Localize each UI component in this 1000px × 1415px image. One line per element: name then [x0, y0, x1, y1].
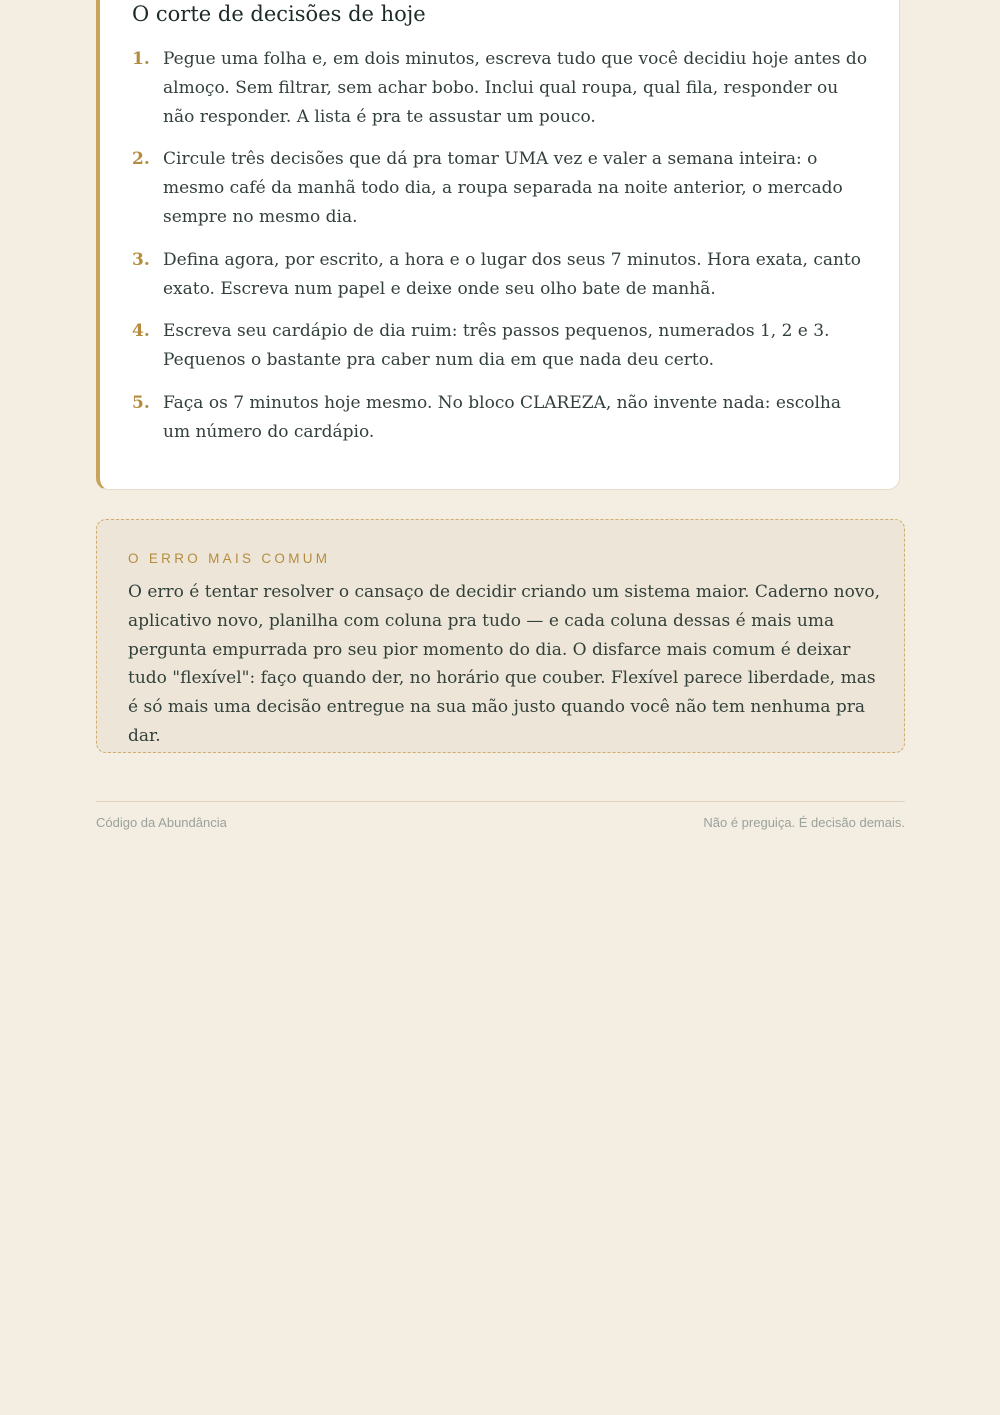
step-text: Circule três decisões que dá pra tomar UMA vez e valer a semana inteira: o mesmo café da manhã todo dia, a roupa separada na noite anterior, o mercado sempre no mesmo dia.: [163, 149, 843, 227]
step-text: Faça os 7 minutos hoje mesmo. No bloco CLAREZA, não invente nada: escolha um número do cardápio.: [163, 392, 841, 442]
step-item: [132, 246, 872, 304]
footer-tagline: Não é preguiça. É decisão demais.: [703, 815, 905, 830]
footer-divider: [96, 801, 905, 802]
step-number: 1.: [132, 49, 150, 69]
card-title: O corte de decisões de hoje: [132, 2, 426, 26]
step-text: Pegue uma folha e, em dois minutos, escreva tudo que você decidiu hoje antes do almoço. Sem filtrar, sem achar bobo. Inclui qual roupa, qual fila, responder ou não responder. A lista é pra te assustar um pouco.: [163, 49, 868, 127]
step-number: 5.: [132, 392, 150, 413]
step-text: Defina agora, por escrito, a hora e o lugar dos seus 7 minutos. Hora exata, canto exato. Escreva num papel e deixe onde seu olho bate de manhã.: [163, 249, 861, 299]
step-item: [132, 389, 872, 447]
step-item: [132, 317, 872, 375]
step-item: [132, 45, 872, 131]
step-number: 3.: [132, 249, 150, 270]
common-mistake-text: O erro é tentar resolver o cansaço de decidir criando um sistema maior. Caderno novo, aplicativo novo, planilha com coluna pra tudo — e cada coluna dessas é mais uma pergunta empurrada pro seu pior momento do dia. O disfarce mais comum é deixar tudo "flexível": faço quando der, no horário que couber. Flexível parece liberdade, mas é só mais uma decisão entregue na sua mão justo quando você não tem nenhuma pra dar.: [128, 582, 881, 746]
step-item: [132, 145, 872, 231]
step-text: Escreva seu cardápio de dia ruim: três passos pequenos, numerados 1, 2 e 3. Pequenos o bastante pra caber num dia em que nada deu certo.: [163, 321, 830, 371]
step-number: 4.: [132, 321, 150, 342]
step-number: 2.: [132, 149, 150, 170]
common-mistake-label: O ERRO MAIS COMUM: [128, 551, 331, 566]
footer-brand: Código da Abundância: [96, 815, 227, 830]
steps-list: [132, 45, 872, 461]
